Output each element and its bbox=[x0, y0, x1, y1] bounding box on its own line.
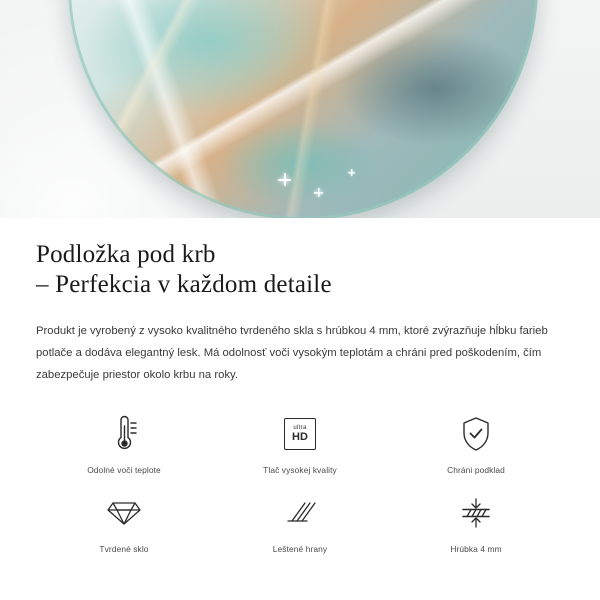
feature-label: Tlač vysokej kvality bbox=[263, 465, 337, 475]
thermometer-icon bbox=[107, 412, 141, 456]
feature-label: Hrúbka 4 mm bbox=[450, 544, 502, 554]
content-area bbox=[0, 218, 600, 554]
hero-image bbox=[0, 0, 600, 218]
feature-item bbox=[212, 491, 388, 554]
feature-item bbox=[212, 412, 388, 475]
shield-check-icon bbox=[459, 412, 493, 456]
page-title bbox=[36, 218, 564, 300]
product-description: Produkt je vyrobený z vysoko kvalitného tvrdeného skla s hrúbkou 4 mm, ktoré zvýrazňuje hĺbku farieb potlače a dodáva elegantný lesk. Má odolnosť voči vysokým teplotám a chráni pred poškodením, čím zabezpečuje priestor okolo krbu na roky. bbox=[36, 325, 548, 381]
feature-label: Tvrdené sklo bbox=[99, 544, 149, 554]
feature-item bbox=[388, 412, 564, 475]
product-glass-board bbox=[68, 0, 538, 218]
thickness-icon bbox=[459, 491, 493, 535]
marble-veins bbox=[68, 0, 538, 218]
headline-line-2: – Perfekcia v každom detaile bbox=[36, 271, 332, 298]
ultra-hd-badge-bottom: HD bbox=[292, 431, 308, 443]
diamond-icon bbox=[106, 491, 142, 535]
headline-line-1: Podložka pod krb bbox=[36, 241, 216, 268]
ultra-hd-icon bbox=[284, 412, 316, 456]
polished-edges-icon bbox=[283, 491, 317, 535]
feature-label: Leštené hrany bbox=[272, 544, 328, 554]
feature-item bbox=[36, 412, 212, 475]
feature-item bbox=[36, 491, 212, 554]
feature-label: Chráni podklad bbox=[447, 465, 505, 475]
feature-label: Odolné voči teplote bbox=[87, 465, 161, 475]
feature-item bbox=[388, 491, 564, 554]
feature-grid bbox=[36, 412, 564, 554]
ultra-hd-badge-top: ultra bbox=[293, 425, 307, 431]
